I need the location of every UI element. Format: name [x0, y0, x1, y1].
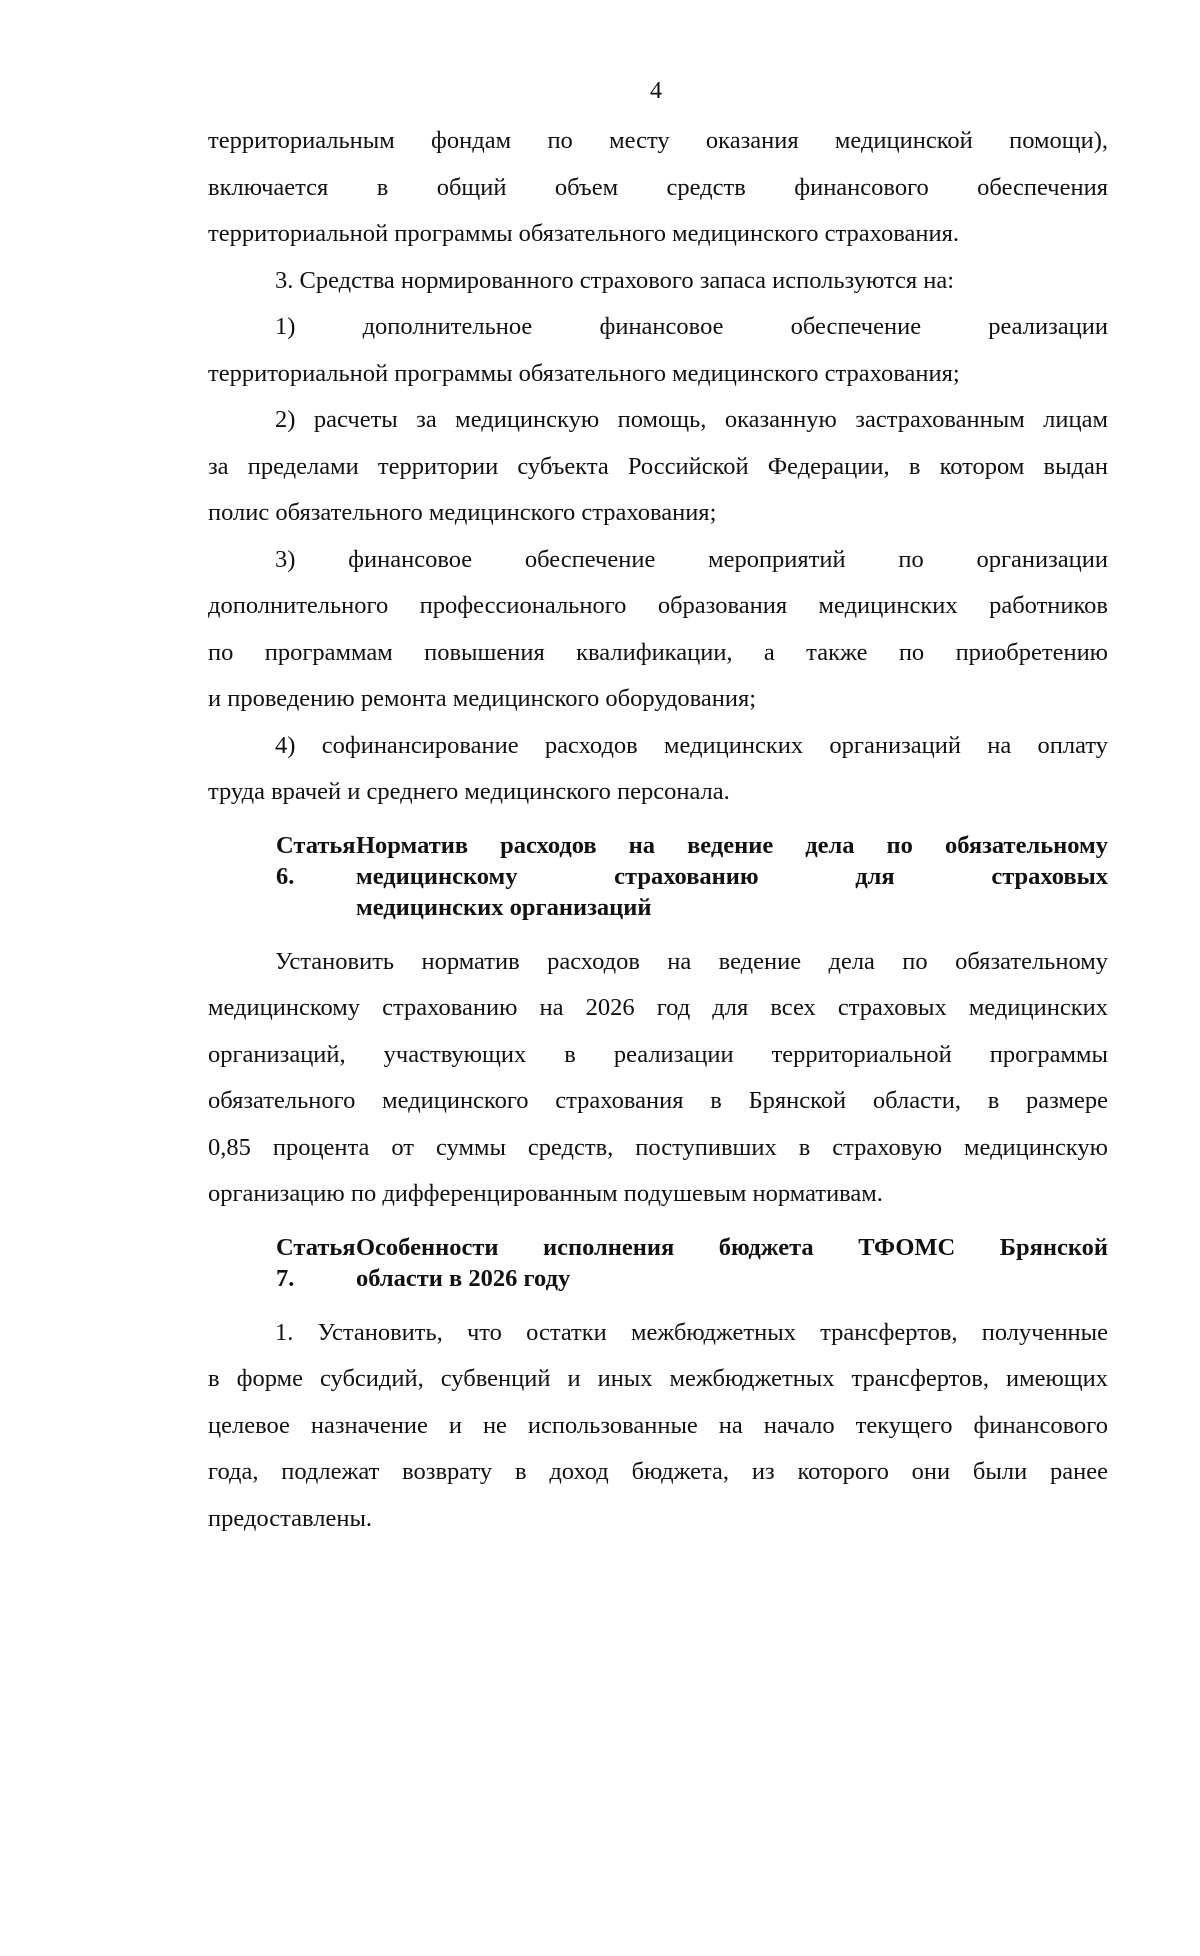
text-line: территориальным фондам по месту оказания медицинской помощи), — [208, 127, 1108, 154]
title-line: медицинскому страхованию для страховых — [356, 862, 1108, 890]
article-7-body — [208, 1310, 1108, 1543]
article-label: Статья 6. — [276, 831, 356, 890]
text-line: за пределами территории субъекта Российской Федерации, в котором выдан — [208, 452, 1108, 480]
text-line: обязательного медицинского страхования в Брянской области, в размере — [208, 1087, 1108, 1114]
article-title — [356, 830, 1108, 923]
text-line: труда врачей и среднего медицинского персонала. — [208, 778, 730, 805]
text-line: в форме субсидий, субвенций и иных межбюджетных трансфертов, имеющих — [208, 1365, 1108, 1392]
paragraph-3: 3. Средства нормированного страхового запаса используются на: — [275, 266, 955, 294]
text-line: 2) расчеты за медицинскую помощь, оказанную застрахованным лицам — [275, 406, 1108, 433]
text-line: дополнительного профессионального образования медицинских работников — [208, 592, 1108, 619]
text-line: целевое назначение и не использованные на начало текущего финансового — [208, 1411, 1108, 1439]
text-line: 3) финансовое обеспечение мероприятий по организации — [275, 545, 1108, 573]
text-line: 1) дополнительное финансовое обеспечение реализации — [275, 313, 1108, 340]
title-line: Норматив расходов на ведение дела по обязательному — [356, 831, 1108, 859]
text-line: предоставлены. — [208, 1504, 373, 1532]
text-line: полис обязательного медицинского страхования; — [208, 499, 717, 526]
text-line: территориальной программы обязательного медицинского страхования. — [208, 220, 959, 247]
text-line: 1. Установить, что остатки межбюджетных трансфертов, полученные — [275, 1318, 1108, 1346]
title-line: медицинских организаций — [356, 893, 652, 921]
page-number: 4 — [650, 78, 662, 104]
article-title — [356, 1232, 1108, 1294]
text-line: и проведению ремонта медицинского оборудования; — [208, 685, 757, 712]
title-line: Особенности исполнения бюджета ТФОМС Брянской — [356, 1233, 1108, 1261]
text-line: Установить норматив расходов на ведение дела по обязательному — [275, 947, 1108, 975]
article-6-heading — [208, 830, 1108, 923]
text-line: территориальной программы обязательного медицинского страхования; — [208, 359, 960, 387]
paragraph-3-item-3 — [208, 537, 1108, 723]
text-line: по программам повышения квалификации, а также по приобретению — [208, 638, 1108, 666]
paragraph-3-item-4 — [208, 723, 1108, 816]
document-body — [208, 118, 1108, 1542]
text-line: года, подлежат возврату в доход бюджета, из которого они были ранее — [208, 1458, 1108, 1485]
article-7-heading — [208, 1232, 1108, 1294]
paragraph-continuation — [208, 118, 1108, 258]
text-line: организацию по дифференцированным подушевым нормативам. — [208, 1180, 883, 1207]
text-line: 0,85 процента от суммы средств, поступивших в страховую медицинскую — [208, 1133, 1108, 1161]
paragraph-3-item-2 — [208, 397, 1108, 537]
article-6-body — [208, 939, 1108, 1218]
text-line: медицинскому страхованию на 2026 год для всех страховых медицинских — [208, 994, 1108, 1021]
paragraph-3-item-1 — [208, 304, 1108, 397]
title-line: области в 2026 году — [356, 1264, 571, 1292]
text-line: организаций, участвующих в реализации территориальной программы — [208, 1040, 1108, 1068]
text-line: включается в общий объем средств финансового обеспечения — [208, 173, 1108, 201]
article-label: Статья 7. — [276, 1233, 356, 1292]
text-line: 4) софинансирование расходов медицинских организаций на оплату — [275, 731, 1108, 759]
